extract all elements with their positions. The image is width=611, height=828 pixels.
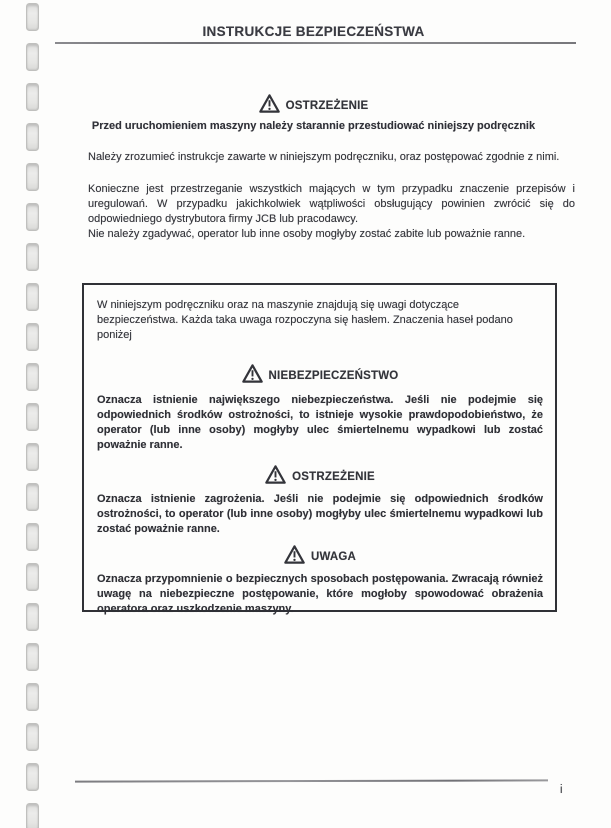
body-paragraph: Należy zrozumieć instrukcje zawarte w niniejszym podręczniku, oraz postępować zgodnie z nimi. xyxy=(88,151,560,163)
binding-hole xyxy=(26,283,39,311)
warning-label: UWAGA xyxy=(310,551,357,563)
binding-hole xyxy=(26,803,39,828)
binding-hole xyxy=(26,323,39,351)
binding-hole xyxy=(26,123,39,151)
warning-heading-top xyxy=(50,94,577,113)
warning-label: NIEBEZPIECZEŃSTWO xyxy=(268,370,399,382)
binding-hole xyxy=(26,3,39,31)
binding-hole xyxy=(26,243,39,271)
warning-subtitle: Przed uruchomieniem maszyny należy starannie przestudiować niniejszy podręcznik xyxy=(91,120,536,132)
binding-hole xyxy=(26,403,39,431)
footer-divider xyxy=(75,779,548,782)
binding-hole xyxy=(26,363,39,391)
warning-heading-caution xyxy=(97,545,543,564)
body-paragraph: Konieczne jest przestrzeganie wszystkich mających w tym przypadku znaczenie przepisów i uregulowań. W przypadku jakichkolwiek wątpliwości obsługujący powinien zwrócić się do odpowiedniego dystrybutora firmy JCB lub pracodawcy. xyxy=(88,183,575,225)
body-paragraph: Nie należy zgadywać, operator lub inne osoby mogłyby zostać zabite lub poważnie ranne. xyxy=(88,228,526,240)
warning-label: OSTRZEŻENIE xyxy=(285,100,369,112)
binding-hole xyxy=(26,523,39,551)
warning-label: OSTRZEŻENIE xyxy=(292,471,375,483)
binding-hole xyxy=(26,43,39,71)
warning-heading-warning xyxy=(97,465,543,484)
warning-triangle-icon xyxy=(265,465,286,484)
warning-triangle-icon xyxy=(284,545,305,564)
binding-hole xyxy=(26,763,39,791)
binding-hole xyxy=(26,83,39,111)
binding-hole xyxy=(26,563,39,591)
warning-triangle-icon xyxy=(242,364,263,383)
binding-hole xyxy=(26,723,39,751)
binding-hole xyxy=(26,443,39,471)
binding-hole xyxy=(26,643,39,671)
safety-notice-box xyxy=(82,283,557,615)
warning-text: Oznacza istnienie zagrożenia. Jeśli nie podejmie się odpowiednich środków ostrożności, to operator (lub inne osoby) mogłyby ulec śmiertelnemu wypadkowi lub zostać poważnie ranne. xyxy=(97,493,543,535)
warning-text: Oznacza istnienie największego niebezpieczeństwa. Jeśli nie podejmie się odpowiednich środków ostrożności, to istnieje wysokie prawdopodobieństwo, że operator (lub inne osoby) mogłyby ulec śmiertelnemu wypadkowi lub zostać poważnie ranne. xyxy=(97,394,543,451)
warning-text: Oznacza przypomnienie o bezpiecznych sposobach postępowania. Zwracają również uwagę na niebezpieczne postępowanie, które mogłoby spowodować obrażenia operatora oraz uszkodzenie maszyny. xyxy=(97,573,543,615)
header-divider xyxy=(55,42,576,44)
binding-hole xyxy=(26,163,39,191)
notice-intro: W niniejszym podręczniku oraz na maszynie znajdują się uwagi dotyczące bezpieczeństwa. Każda taka uwaga rozpoczyna się hasłem. Znaczenia haseł podano poniżej xyxy=(97,299,513,341)
binding-hole xyxy=(26,203,39,231)
page-number: i xyxy=(560,784,563,796)
binding-hole xyxy=(26,483,39,511)
binding-hole xyxy=(26,683,39,711)
warning-heading-danger xyxy=(97,364,543,383)
warning-triangle-icon xyxy=(259,94,280,113)
binding-hole xyxy=(26,603,39,631)
page-title: INSTRUKCJE BEZPIECZEŃSTWA xyxy=(202,24,425,39)
